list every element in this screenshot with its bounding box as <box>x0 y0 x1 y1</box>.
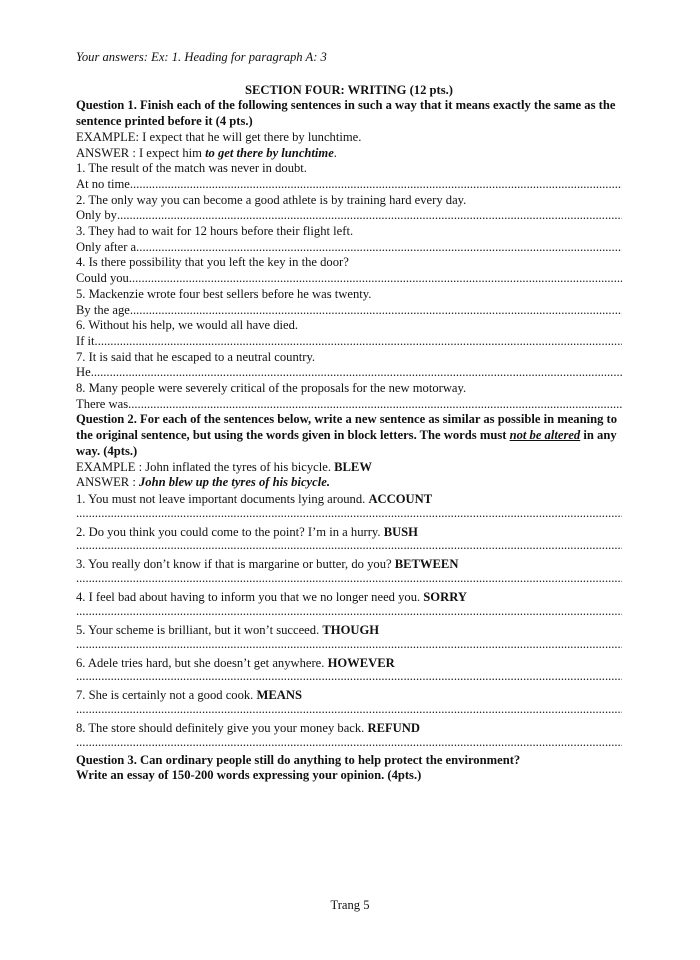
q2-item <box>76 524 622 556</box>
q2-item-prompt <box>76 720 622 737</box>
q2-item-keyword: ACCOUNT <box>368 491 433 506</box>
q2-item-keyword: MEANS <box>256 688 302 703</box>
q2-item-sentence: 2. Do you think you could come to the point? I’m in a hurry. <box>76 524 384 539</box>
q1-item-sentence: 1. The result of the match was never in doubt. <box>76 161 307 176</box>
q2-item-answer-line[interactable] <box>76 508 622 523</box>
question-1-example: EXAMPLE: I expect that he will get there by lunchtime. <box>76 129 362 144</box>
q1-item-lead: At no time <box>76 176 130 191</box>
q1-item-lead: He <box>76 365 91 380</box>
question-1-answer-suffix: . <box>333 145 337 160</box>
q1-item <box>76 287 622 318</box>
question-3-line-2: Write an essay of 150-200 words expressing your opinion. (4pts.) <box>76 768 422 783</box>
q1-item <box>76 318 622 349</box>
q1-item-sentence: 4. Is there possibility that you left the key in the door? <box>76 255 349 270</box>
question-2-heading <box>76 412 622 459</box>
q1-item-lead: Only after a <box>76 239 137 254</box>
q2-item-answer-line[interactable] <box>76 704 622 719</box>
q2-item <box>76 556 622 588</box>
q2-item-answer-line[interactable] <box>76 737 622 752</box>
q1-item <box>76 193 622 224</box>
q1-item <box>76 381 622 412</box>
question-2-answer <box>76 475 622 491</box>
q2-item-keyword: THOUGH <box>322 622 380 637</box>
q2-item <box>76 622 622 654</box>
q2-item-keyword: BETWEEN <box>394 557 459 572</box>
worksheet-page <box>76 50 622 784</box>
question-2-heading-emphasis: not be altered <box>509 428 581 443</box>
question-3 <box>76 753 622 784</box>
q1-item-answer-line[interactable] <box>76 365 622 381</box>
q2-item-prompt <box>76 622 622 639</box>
q2-item-sentence: 8. The store should definitely give you your money back. <box>76 720 368 735</box>
q2-item <box>76 589 622 621</box>
q1-item-lead: If it <box>76 333 95 348</box>
q2-item <box>76 491 622 523</box>
q1-item-lead: Only by <box>76 208 117 223</box>
question-1-heading: Question 1. Finish each of the following sentences in such a way that it means exactly the same as the sentence printed before it (4 pts.) <box>76 98 616 129</box>
question-2-answer-emphasis: John blew up the tyres of his bicycle. <box>138 475 330 490</box>
q1-item-lead: There was <box>76 396 129 411</box>
q1-item-sentence: 5. Mackenzie wrote four best sellers before he was twenty. <box>76 286 372 301</box>
q2-item-sentence: 4. I feel bad about having to inform you that we no longer need you. <box>76 590 424 605</box>
q2-item <box>76 720 622 752</box>
q2-item-answer-line[interactable] <box>76 639 622 654</box>
q2-item-sentence: 1. You must not leave important documents lying around. <box>76 491 369 506</box>
q1-item-lead: Could you <box>76 271 129 286</box>
q1-item-answer-line[interactable] <box>76 177 622 193</box>
question-2-example <box>76 460 622 476</box>
q1-item <box>76 224 622 255</box>
q2-item <box>76 687 622 719</box>
q1-item-answer-line[interactable] <box>76 240 622 256</box>
q2-item-sentence: 5. Your scheme is brilliant, but it won’t succeed. <box>76 622 323 637</box>
q1-item <box>76 255 622 286</box>
q1-item-lead: By the age <box>76 302 130 317</box>
q1-item-answer-line[interactable] <box>76 334 622 350</box>
q1-item <box>76 161 622 192</box>
q1-item-answer-line[interactable] <box>76 271 622 287</box>
q2-item-prompt <box>76 556 622 573</box>
q1-item-sentence: 7. It is said that he escaped to a neutral country. <box>76 349 316 364</box>
q2-item-answer-line[interactable] <box>76 540 622 555</box>
page-footer: Trang 5 <box>330 898 370 912</box>
q2-item-answer-line[interactable] <box>76 573 622 588</box>
q2-item-sentence: 6. Adele tries hard, but she doesn’t get anywhere. <box>76 655 328 670</box>
q2-item-sentence: 7. She is certainly not a good cook. <box>76 688 257 703</box>
question-2-answer-prefix: ANSWER : <box>76 475 139 490</box>
question-1-answer-prefix: ANSWER : I expect him <box>76 145 206 160</box>
question-1-answer <box>76 146 622 162</box>
answers-note-example: Ex: 1. Heading for paragraph A: 3 <box>151 50 327 64</box>
q2-item-prompt <box>76 524 622 541</box>
question-1 <box>76 98 622 412</box>
q2-item-keyword: SORRY <box>423 590 467 605</box>
answers-note <box>76 50 622 66</box>
question-1-answer-emphasis: to get there by lunchtime <box>205 145 334 160</box>
q1-item-sentence: 3. They had to wait for 12 hours before their flight left. <box>76 224 354 239</box>
q2-item-prompt <box>76 589 622 606</box>
q2-item-answer-line[interactable] <box>76 606 622 621</box>
section-title: SECTION FOUR: WRITING (12 pts.) <box>245 82 453 97</box>
q2-item-answer-line[interactable] <box>76 671 622 686</box>
q2-item <box>76 655 622 687</box>
q2-item-sentence: 3. You really don’t know if that is margarine or butter, do you? <box>76 557 395 572</box>
q1-item-sentence: 2. The only way you can become a good athlete is by training hard every day. <box>76 192 467 207</box>
q1-item-sentence: 8. Many people were severely critical of the proposals for the new motorway. <box>76 381 467 396</box>
q2-item-prompt <box>76 687 622 704</box>
q1-item-answer-line[interactable] <box>76 303 622 319</box>
q1-item-sentence: 6. Without his help, we would all have died. <box>76 318 299 333</box>
q2-item-prompt <box>76 655 622 672</box>
question-3-line-1: Question 3. Can ordinary people still do anything to help protect the environment? <box>76 752 521 767</box>
question-2-example-text: EXAMPLE : John inflated the tyres of his bicycle. <box>76 459 335 474</box>
q2-item-keyword: HOWEVER <box>327 655 395 670</box>
question-2-example-word: BLEW <box>334 459 372 474</box>
question-2-heading-a: Question 2. For each of the sentences below, write a new sentence as similar as possible in meaning to the original sentence, but using the words given in block letters. The words must <box>76 412 618 443</box>
question-2 <box>76 412 622 751</box>
q2-item-prompt <box>76 491 622 508</box>
q2-item-keyword: BUSH <box>383 524 418 539</box>
q1-item-answer-line[interactable] <box>76 397 622 413</box>
q2-item-keyword: REFUND <box>367 720 420 735</box>
question-2-heading-b: in any way. (4pts.) <box>76 428 617 458</box>
q1-item <box>76 350 622 381</box>
answers-note-prefix: Your answers: <box>76 50 148 64</box>
q1-item-answer-line[interactable] <box>76 208 622 224</box>
